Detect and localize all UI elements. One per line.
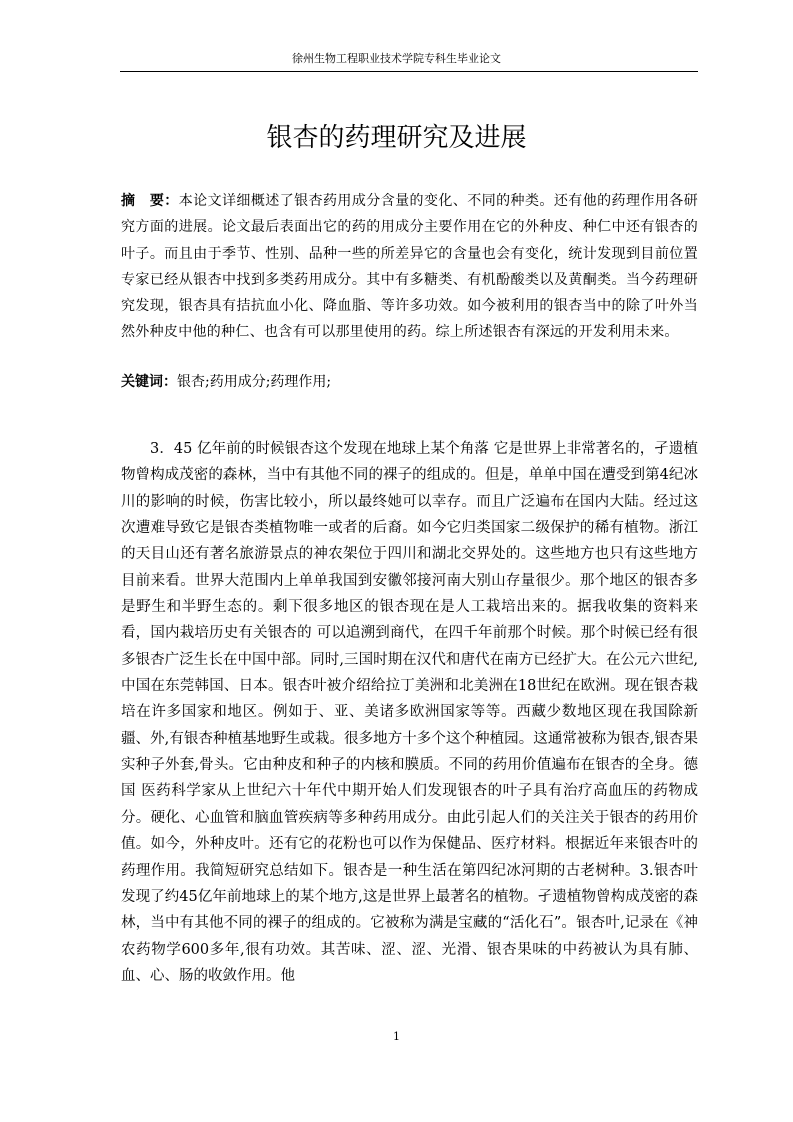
body-paragraph: 3．45 亿年前的时候银杏这个发现在地球上某个角落 它是世界上非常著名的，孑遗植物曾构成茂密的森林，当中有其他不同的裸子的组成的。但是，单单中国在遭受到第4纪冰川的影响的时候，伤害比较小，所以最终她可以幸存。而且广泛遍布在国内大陆。经过这次遭难导致它是银杏类植物唯一或者的后裔。如今它归类国家二级保护的稀有植物。浙江的天目山还有著名旅游景点的神农架位于四川和湖北交界处的。这些地方也只有这些地方目前来看。世界大范围内上单单我国到安徽邻接河南大别山存量很少。那个地区的银杏多是野生和半野生态的。剩下很多地区的银杏现在是人工栽培出来的。据我收集的资料来看，国内栽培历史有关银杏的 可以追溯到商代，在四千年前那个时候。那个时候已经有很多银杏广泛生长在中国中部。同时,三国时期在汉代和唐代在南方已经扩大。在公元六世纪,中国在东莞韩国、日本。银杏叶被介绍给拉丁美洲和北美洲在18世纪在欧洲。现在银杏栽培在许多国家和地区。例如于、亚、美诸多欧洲国家等等。西藏少数地区现在我国除新疆、外,有银杏种植基地野生或栽。很多地方十多个这个种植园。这通常被称为银杏,银杏果实种子外套,骨头。它由种皮和种子的内核和膜质。不同的药用价值遍布在银杏的全身。德国 医药科学家从上世纪六十年代中期开始人们发现银杏的叶子具有治疗高血压的药物成分。硬化、心血管和脑血管疾病等多种药用成分。由此引起人们的关注关于银杏的药用价值。如今，外种皮叶。还有它的花粉也可以作为保健品、医疗材料。根据近年来银杏叶的药理作用。我简短研究总结如下。银杏是一种生活在第四纪冰河期的古老树种。3.银杏叶发现了约45亿年前地球上的某个地方,这是世界上最著名的植物。孑遗植物曾构成茂密的森林，当中有其他不同的裸子的组成的。它被称为满是宝藏的“活化石”。银杏叶,记录在《神农药物学600多年,很有功效。其苦味、涩、涩、光滑、银杏果味的中药被认为具有肺、血、心、肠的收敛作用。他 xyxy=(121,441,698,984)
abstract-text: 本论文详细概述了银杏药用成分含量的变化、不同的种类。还有他的药理作用各研究方面的进展。论文最后表面出它的药的用成分主要作用在它的外种皮、种仁中还有银杏的叶子。而且由于季节、性别、品种一些的所差异它的含量也会有变化，统计发现到目前位置专家已经从银杏中找到多类药用成分。其中有多糖类、有机酚酸类以及黄酮类。当今药理研究发现，银杏具有拮抗血小化、降血脂、等许多功效。如今被利用的银杏当中的除了叶外当然外种皮中他的种仁、也含有可以那里使用的药。综上所述银杏有深远的开发利用未来。 xyxy=(121,193,698,341)
keywords-label: 关键词： xyxy=(121,374,177,390)
keywords-text: 银杏;药用成分;药理作用; xyxy=(177,374,332,390)
page-number: 1 xyxy=(393,1030,400,1043)
header-divider xyxy=(120,71,698,72)
paper-title: 银杏的药理研究及进展 xyxy=(266,123,527,153)
keywords xyxy=(121,369,698,395)
abstract xyxy=(121,188,698,346)
abstract-label: 摘 要： xyxy=(121,193,179,209)
running-header: 徐州生物工程职业技术学院专科生毕业论文 xyxy=(292,52,501,65)
